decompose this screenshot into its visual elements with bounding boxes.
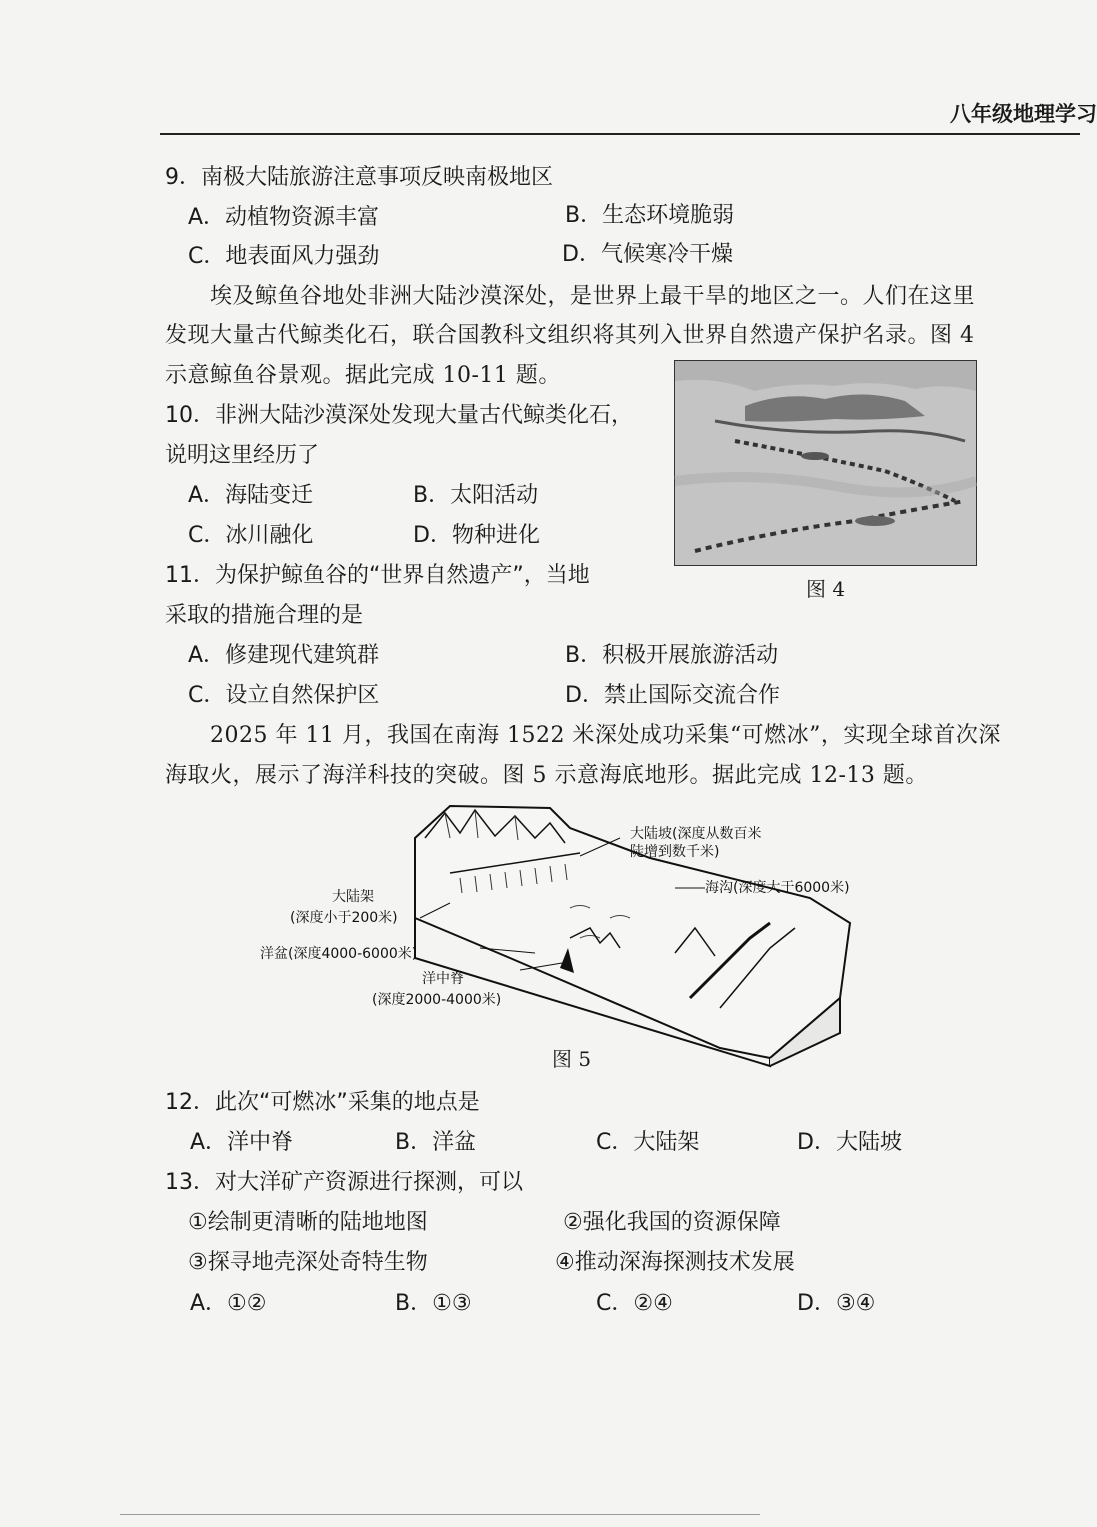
q10-option-a: A．海陆变迁 <box>188 483 314 508</box>
q13-option-c: C．②④ <box>596 1291 673 1316</box>
q10-stem-line1: 10．非洲大陆沙漠深处发现大量古代鲸类化石， <box>165 403 633 428</box>
passage2-line-1: 2025 年 11 月，我国在南海 1522 米深处成功采集“可燃冰”，实现全球首次深 <box>210 723 1001 748</box>
passage1-line-1: 埃及鲸鱼谷地处非洲大陆沙漠深处，是世界上最干旱的地区之一。人们在这里 <box>210 284 976 309</box>
q11-option-b: B．积极开展旅游活动 <box>565 643 779 668</box>
bottom-scan-edge <box>120 1514 760 1515</box>
q11-option-a: A．修建现代建筑群 <box>188 643 380 668</box>
label-continental-slope-1: 大陆坡(深度从数百米 <box>630 826 762 842</box>
label-continental-shelf-2: (深度小于200米) <box>290 910 398 926</box>
page-header-title: 八年级地理学习 <box>950 102 1097 126</box>
q11-stem-line1: 11．为保护鲸鱼谷的“世界自然遗产”，当地 <box>165 563 590 588</box>
q9-stem: 9．南极大陆旅游注意事项反映南极地区 <box>165 165 553 190</box>
whale-valley-landscape-illustration <box>675 361 976 565</box>
q10-stem-line2: 说明这里经历了 <box>165 443 320 468</box>
label-trench: 海沟(深度大于6000米) <box>705 880 850 896</box>
figure4-caption: 图 4 <box>806 577 846 601</box>
q9-option-c: C．地表面风力强劲 <box>188 244 380 269</box>
label-mid-ocean-ridge-1: 洋中脊 <box>422 971 464 987</box>
q9-option-a: A．动植物资源丰富 <box>188 205 380 230</box>
q13-stem: 13．对大洋矿产资源进行探测，可以 <box>165 1170 523 1195</box>
whale-valley-photo <box>674 360 977 566</box>
q12-stem: 12．此次“可燃冰”采集的地点是 <box>165 1090 480 1115</box>
q11-option-d: D．禁止国际交流合作 <box>565 683 780 708</box>
q13-option-b: B．①③ <box>395 1291 472 1316</box>
passage1-line-3: 示意鲸鱼谷景观。据此完成 10-11 题。 <box>165 363 561 388</box>
q9-option-d: D．气候寒冷干燥 <box>562 242 733 267</box>
q9-option-b: B．生态环境脆弱 <box>565 203 735 228</box>
label-ocean-basin: 洋盆(深度4000-6000米) <box>260 946 418 962</box>
q13-statement-2: ②强化我国的资源保障 <box>563 1210 781 1235</box>
passage2-line-2: 海取火，展示了海洋科技的突破。图 5 示意海底地形。据此完成 12-13 题。 <box>165 763 928 788</box>
q12-option-b: B．洋盆 <box>395 1130 477 1155</box>
header-divider <box>160 133 1080 135</box>
q12-option-a: A．洋中脊 <box>190 1130 294 1155</box>
q11-stem-line2: 采取的措施合理的是 <box>165 603 364 628</box>
q13-option-d: D．③④ <box>797 1291 876 1316</box>
q13-option-a: A．①② <box>190 1291 267 1316</box>
q13-statement-3: ③探寻地壳深处奇特生物 <box>188 1250 428 1275</box>
seafloor-terrain-diagram <box>250 798 890 1068</box>
q11-option-c: C．设立自然保护区 <box>188 683 380 708</box>
q13-statement-1: ①绘制更清晰的陆地地图 <box>188 1210 428 1235</box>
q10-option-b: B．太阳活动 <box>413 483 539 508</box>
q13-statement-4: ④推动深海探测技术发展 <box>555 1250 795 1275</box>
label-continental-slope-2: 陡增到数千米) <box>630 844 720 860</box>
q12-option-d: D．大陆坡 <box>797 1130 902 1155</box>
q10-option-c: C．冰川融化 <box>188 523 314 548</box>
passage1-line-2: 发现大量古代鲸类化石，联合国教科文组织将其列入世界自然遗产保护名录。图 4 <box>165 323 975 348</box>
label-mid-ocean-ridge-2: (深度2000-4000米) <box>372 992 502 1008</box>
q12-option-c: C．大陆架 <box>596 1130 700 1155</box>
label-continental-shelf-1: 大陆架 <box>332 889 374 905</box>
q10-option-d: D．物种进化 <box>413 523 540 548</box>
figure5-caption: 图 5 <box>552 1047 592 1071</box>
